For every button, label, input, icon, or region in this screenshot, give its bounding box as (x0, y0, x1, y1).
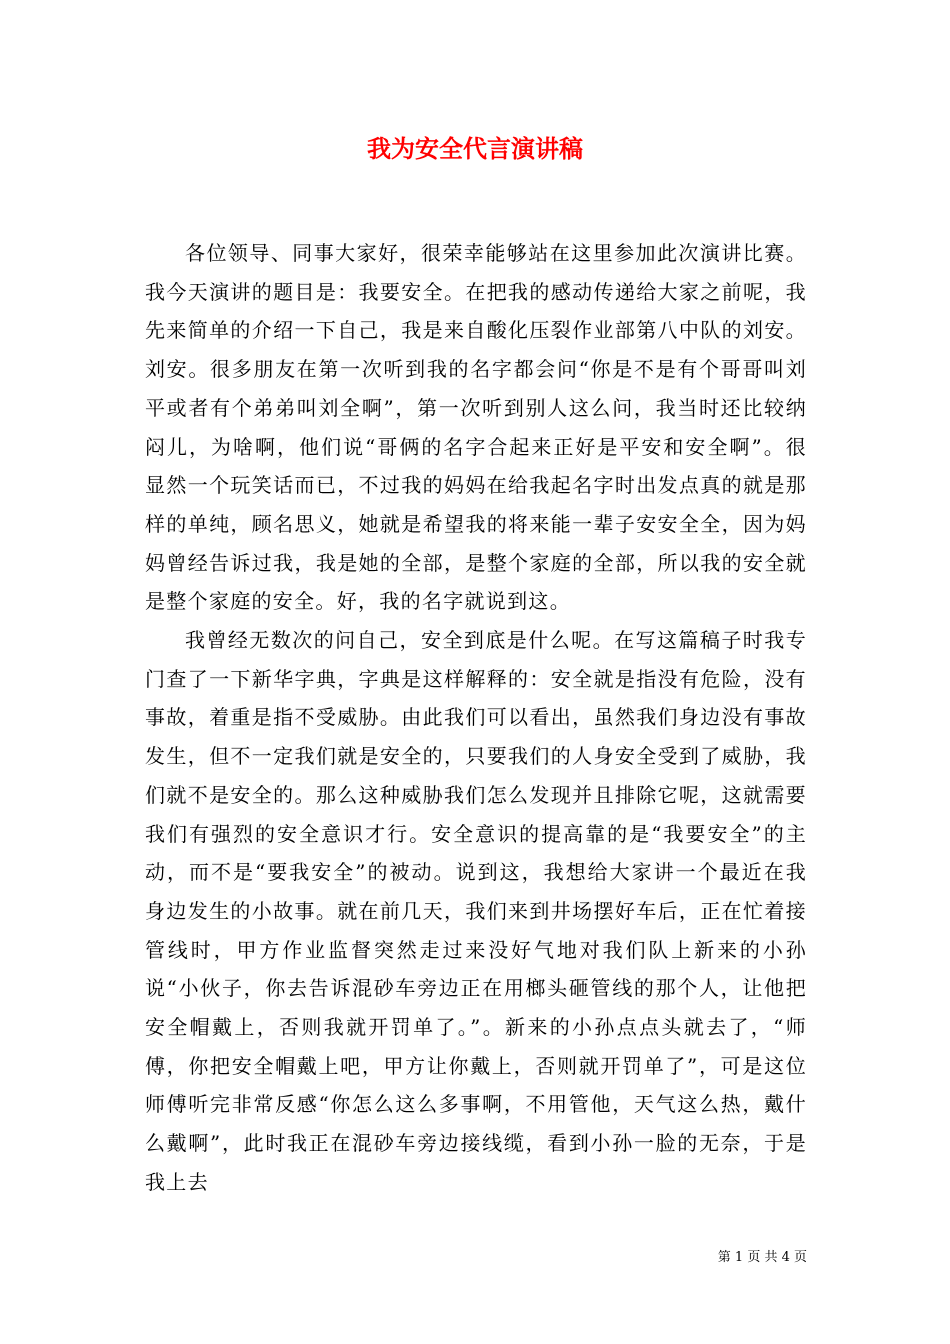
body-paragraph-2: 我曾经无数次的问自己，安全到底是什么呢。在写这篇稿子时我专门查了一下新华字典，字典是这样解释的：安全就是指没有危险，没有事故，着重是指不受威胁。由此我们可以看出，虽然我们身边没有事故发生，但不一定我们就是安全的，只要我们的人身安全受到了威胁，我们就不是安全的。那么这种威胁我们怎么发现并且排除它呢，这就需要我们有强烈的安全意识才行。安全意识的提高靠的是“我要安全”的主动，而不是“要我安全”的被动。说到这，我想给大家讲一个最近在我身边发生的小故事。就在前几天，我们来到井场摆好车后，正在忙着接管线时，甲方作业监督突然走过来没好气地对我们队上新来的小孙说“小伙子，你去告诉混砂车旁边正在用榔头砸管线的那个人，让他把安全帽戴上，否则我就开罚单了。”。新来的小孙点点头就去了，“师傅，你把安全帽戴上吧，甲方让你戴上，否则就开罚单了”，可是这位师傅听完非常反感“你怎么这么多事啊，不用管他，天气这么热，戴什么戴啊”，此时我正在混砂车旁边接线缆，看到小孙一脸的无奈，于是我上去 (145, 628, 807, 1194)
document-title: 我为安全代言演讲稿 (367, 134, 583, 163)
page-number-footer: 第 1 页 共 4 页 (717, 1250, 807, 1265)
document-body (145, 234, 807, 1202)
body-paragraph-1: 各位领导、同事大家好，很荣幸能够站在这里参加此次演讲比赛。我今天演讲的题目是：我要安全。在把我的感动传递给大家之前呢，我先来简单的介绍一下自己，我是来自酸化压裂作业部第八中队的刘安。刘安。很多朋友在第一次听到我的名字都会问“你是不是有个哥哥叫刘平或者有个弟弟叫刘全啊”，第一次听到别人这么问，我当时还比较纳闷儿，为啥啊，他们说“哥俩的名字合起来正好是平安和安全啊”。很显然一个玩笑话而已，不过我的妈妈在给我起名字时出发点真的就是那样的单纯，顾名思义，她就是希望我的将来能一辈子安安全全，因为妈妈曾经告诉过我，我是她的全部，是整个家庭的全部，所以我的安全就是整个家庭的安全。好，我的名字就说到这。 (145, 241, 807, 614)
